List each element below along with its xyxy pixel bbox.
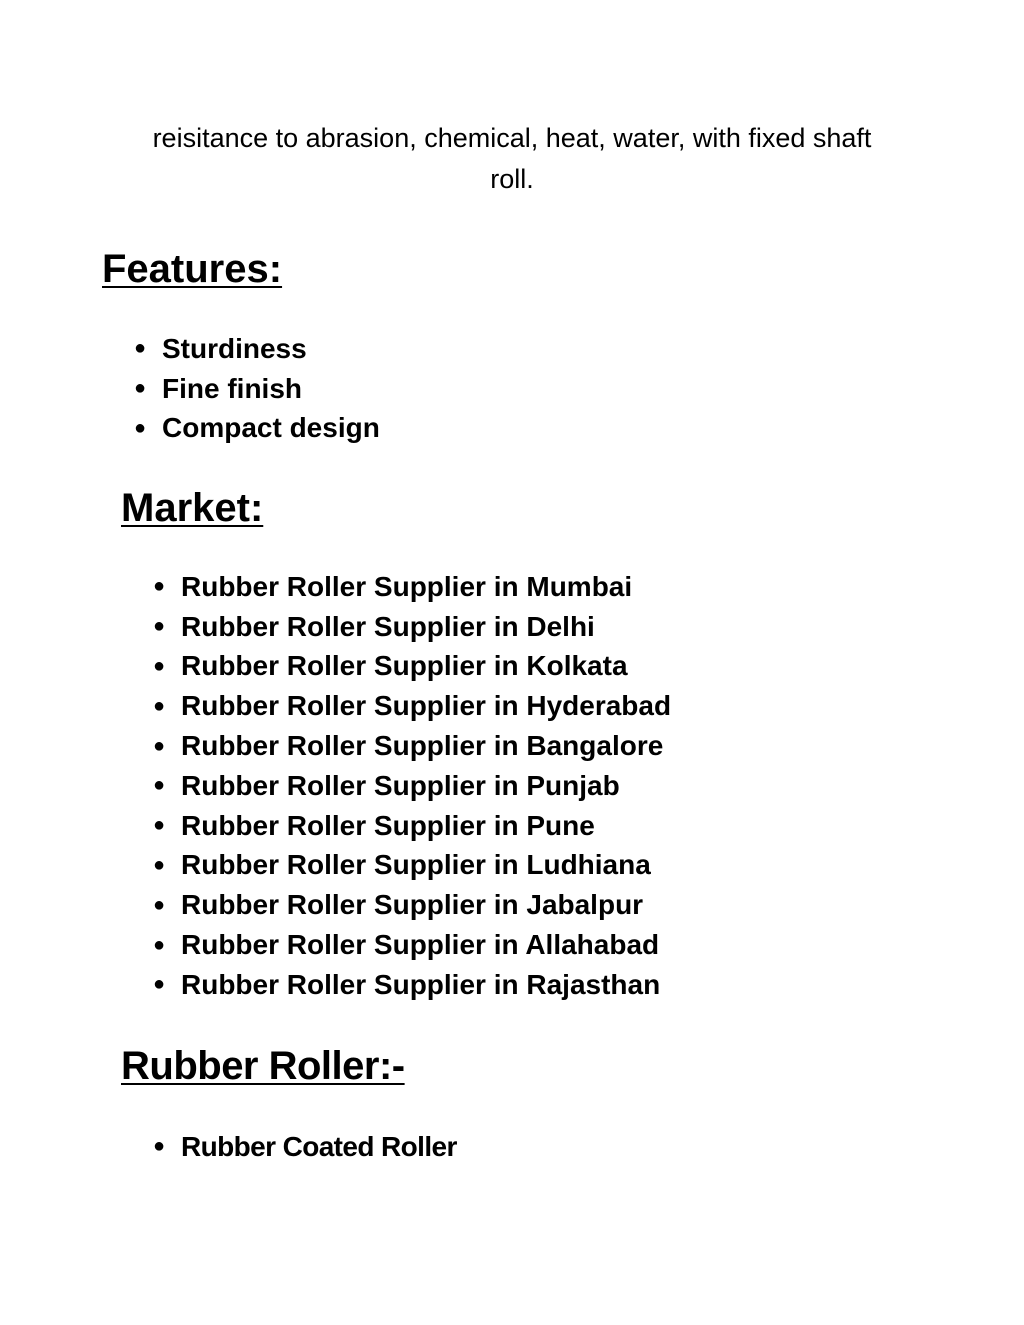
intro-line-2: roll. [490,164,534,194]
list-item [153,567,671,607]
list-item-text: Rubber Roller Supplier in Jabalpur [181,889,644,921]
list-item [153,1127,457,1167]
list-item [134,329,380,369]
list-item-text: Rubber Roller Supplier in Punjab [181,769,620,801]
bullet-icon: ● [153,615,166,638]
list-item [153,885,671,925]
bullet-icon: ● [134,337,147,360]
rubber-roller-list [153,1127,457,1167]
list-item [153,766,671,806]
bullet-icon: ● [134,377,147,400]
list-item-text: Rubber Roller Supplier in Rajasthan [181,968,661,1000]
bullet-icon: ● [153,575,166,598]
list-item [134,369,380,409]
intro-line-1: reisitance to abrasion, chemical, heat, water, with fixed shaft [152,123,872,153]
list-item-text: Rubber Roller Supplier in Mumbai [181,570,633,602]
list-item-text: Fine finish [162,372,302,404]
intro-paragraph [100,118,924,200]
features-heading: Features: [102,247,283,291]
list-item [153,925,671,965]
bullet-icon: ● [153,654,166,677]
list-item [134,409,380,449]
list-item [153,607,671,647]
list-item-text: Compact design [162,412,380,444]
list-item [153,647,671,687]
features-list [134,329,380,448]
bullet-icon: ● [153,893,166,916]
bullet-icon: ● [153,973,166,996]
list-item-text: Rubber Roller Supplier in Ludhiana [181,849,651,881]
bullet-icon: ● [153,694,166,717]
bullet-icon: ● [153,853,166,876]
list-item-text: Rubber Roller Supplier in Kolkata [181,650,628,682]
list-item [153,965,671,1005]
rubber-roller-heading: Rubber Roller:- [121,1044,405,1088]
list-item-text: Sturdiness [162,332,307,364]
bullet-icon: ● [153,933,166,956]
list-item-text: Rubber Roller Supplier in Bangalore [181,730,664,762]
bullet-icon: ● [153,1135,165,1158]
list-item-text: Rubber Roller Supplier in Hyderabad [181,690,672,722]
list-item-text: Rubber Coated Roller [181,1130,457,1162]
list-item [153,726,671,766]
bullet-icon: ● [134,416,147,439]
list-item-text: Rubber Roller Supplier in Allahabad [181,929,660,961]
market-list [153,567,671,1005]
bullet-icon: ● [153,734,166,757]
bullet-icon: ● [153,774,166,797]
list-item-text: Rubber Roller Supplier in Pune [181,809,595,841]
list-item [153,806,671,846]
bullet-icon: ● [153,814,166,837]
list-item-text: Rubber Roller Supplier in Delhi [181,610,595,642]
list-item [153,846,671,886]
market-heading: Market: [121,486,264,530]
list-item [153,686,671,726]
